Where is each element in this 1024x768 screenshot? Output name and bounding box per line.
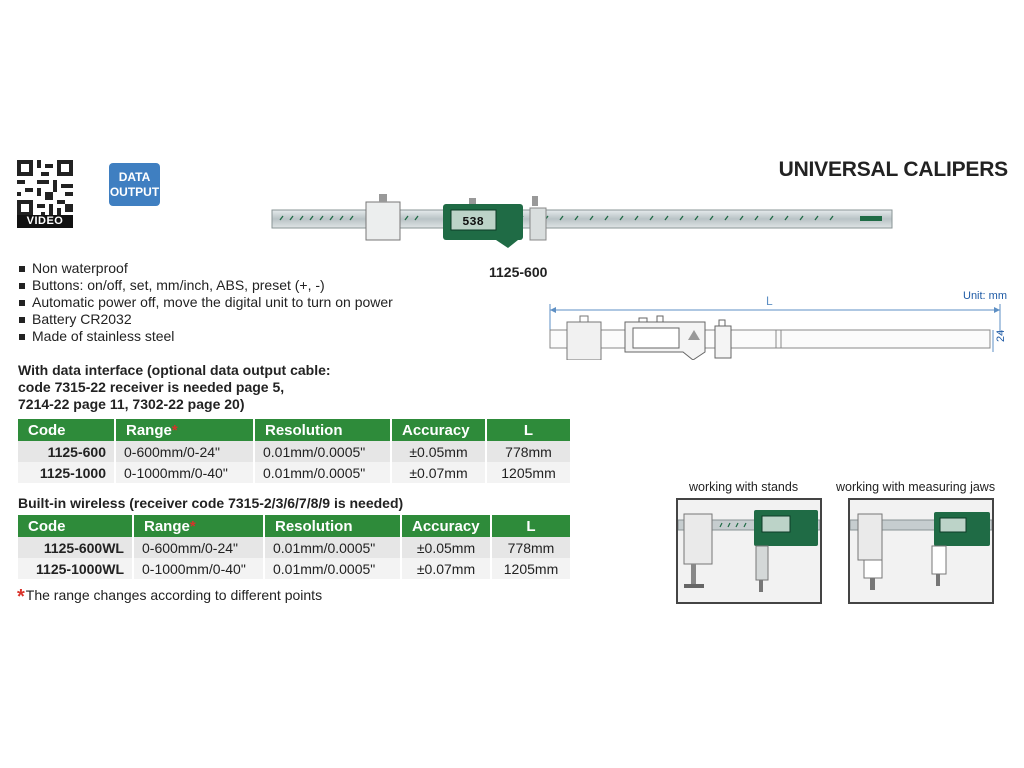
bullet-icon: [19, 283, 25, 289]
feature-item: Non waterproof: [17, 260, 393, 277]
data-interface-table: [18, 419, 570, 483]
asterisk-icon: *: [189, 517, 196, 535]
table-header-row: [18, 419, 570, 441]
photo-working-with-stands: [676, 498, 822, 604]
col-resolution: Resolution: [254, 419, 391, 441]
caption-stands: working with stands: [689, 480, 799, 494]
caliper-image: [270, 192, 896, 248]
badge-line1: DATA: [118, 169, 151, 184]
col-length: L: [491, 515, 570, 537]
col-length: L: [486, 419, 570, 441]
col-accuracy: Accuracy: [391, 419, 486, 441]
feature-item: Buttons: on/off, set, mm/inch, ABS, preset (+, -): [17, 277, 393, 294]
feature-item: Made of stainless steel: [17, 328, 393, 345]
photo-working-with-jaws: [848, 498, 994, 604]
feature-item: Battery CR2032: [17, 311, 393, 328]
badge-line2: OUTPUT: [109, 184, 160, 199]
col-resolution: Resolution: [264, 515, 401, 537]
feature-list: [17, 260, 393, 345]
col-accuracy: Accuracy: [401, 515, 491, 537]
table-row: 1125-1000WL 0-1000mm/0-40" 0.01mm/0.0005" ±0.07mm 1205mm: [18, 558, 570, 579]
table-row: 1125-600WL 0-600mm/0-24" 0.01mm/0.0005" ±0.05mm 778mm: [18, 537, 570, 558]
caption-jaws: working with measuring jaws: [836, 480, 996, 494]
table-row: 1125-600 0-600mm/0-24" 0.01mm/0.0005" ±0.05mm 778mm: [18, 441, 570, 462]
caliper-display-value: 538: [462, 215, 484, 229]
dimension-diagram: [545, 290, 1015, 360]
video-label: VIDEO: [17, 215, 73, 228]
qr-code-icon: [17, 160, 73, 216]
asterisk-icon: *: [171, 421, 178, 439]
table-header-row: [18, 515, 570, 537]
stands-photo-image: [678, 500, 820, 602]
length-label: L: [766, 294, 773, 308]
bullet-icon: [19, 300, 25, 306]
bullet-icon: [19, 334, 25, 340]
footnote: *The range changes according to different points: [17, 586, 323, 608]
height-label: 24: [995, 329, 1007, 342]
data-output-badge: [109, 163, 160, 206]
col-code: Code: [18, 515, 133, 537]
product-code: 1125-600: [489, 264, 548, 280]
col-range: Range*: [115, 419, 254, 441]
data-interface-title: With data interface (optional data output cable: code 7315-22 receiver is needed page 5, 7214-22 page 11, 7302-22 page 20): [18, 362, 331, 412]
jaws-photo-image: [850, 500, 992, 602]
col-range: Range*: [133, 515, 264, 537]
bullet-icon: [19, 317, 25, 323]
qr-code[interactable]: [17, 160, 73, 228]
wireless-table: [18, 515, 570, 579]
table-row: 1125-1000 0-1000mm/0-40" 0.01mm/0.0005" ±0.07mm 1205mm: [18, 462, 570, 483]
unit-label: Unit: mm: [963, 290, 1007, 302]
page-title: UNIVERSAL CALIPERS: [778, 158, 1008, 181]
wireless-title: Built-in wireless (receiver code 7315-2/3/6/7/8/9 is needed): [18, 495, 404, 511]
bullet-icon: [19, 266, 25, 272]
col-code: Code: [18, 419, 115, 441]
asterisk-icon: *: [17, 586, 25, 608]
feature-item: Automatic power off, move the digital unit to turn on power: [17, 294, 393, 311]
